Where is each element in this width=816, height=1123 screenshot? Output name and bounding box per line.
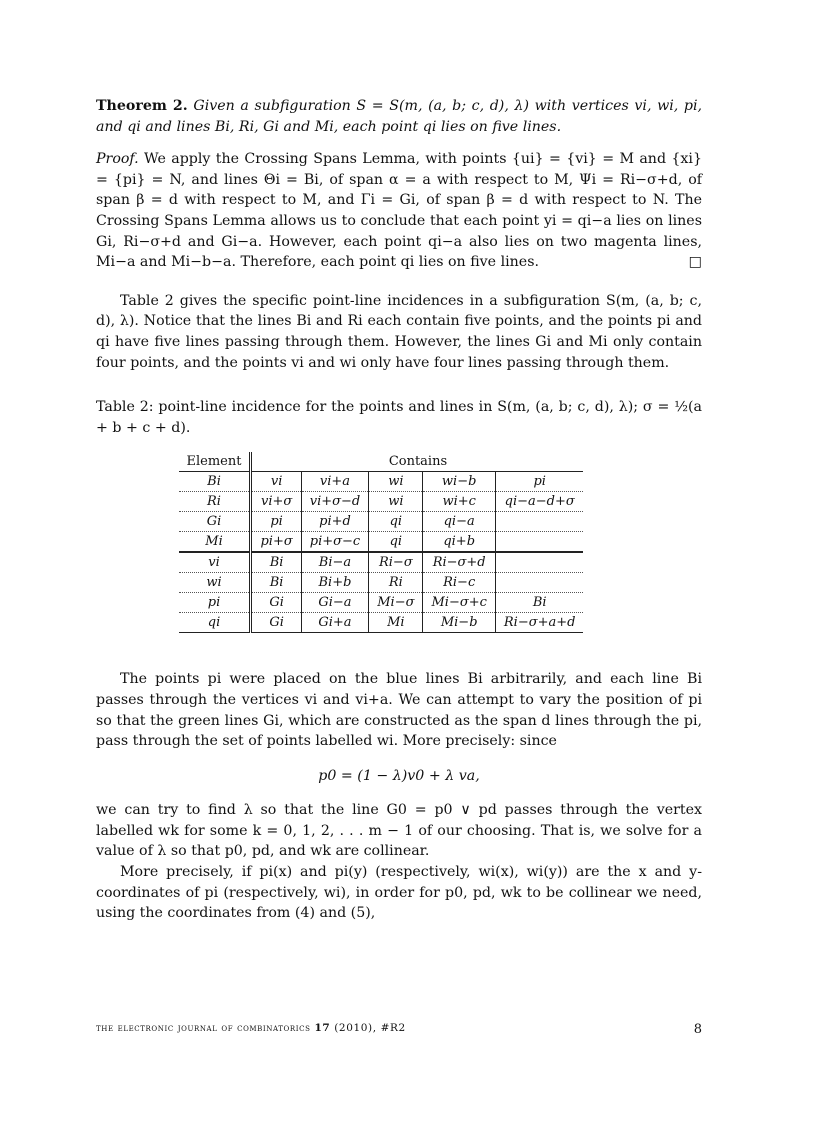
table-row: [179, 573, 584, 593]
page-footer: [96, 1022, 702, 1037]
table-row: [179, 492, 584, 512]
table-cell: vi+a: [301, 472, 368, 492]
equation-p0: p0 = (1 − λ)v0 + λ va,: [318, 767, 480, 784]
table-cell-element: Mi: [179, 532, 251, 553]
table-cell: wi−b: [423, 472, 495, 492]
table-cell: qi−a: [423, 512, 495, 532]
proof: [96, 149, 702, 273]
footer-year-issue: (2010), #R2: [334, 1022, 406, 1034]
table-cell: Ri: [369, 573, 423, 593]
table-cell: pi+σ: [251, 532, 301, 553]
table-row: [179, 512, 584, 532]
table-cell: Mi−σ: [369, 593, 423, 613]
table-cell-element: qi: [179, 613, 251, 633]
theorem: [96, 96, 702, 137]
table-cell: Mi−b: [423, 613, 495, 633]
theorem-label: Theorem 2.: [96, 98, 188, 114]
table-header-contains: Contains: [251, 452, 583, 472]
table-cell: Bi−a: [301, 552, 368, 573]
qed-symbol: □: [688, 254, 702, 271]
table-cell: pi+d: [301, 512, 368, 532]
table-cell: Ri−σ+a+d: [495, 613, 583, 633]
table-cell: pi+σ−c: [301, 532, 368, 553]
table-cell: Ri−σ: [369, 552, 423, 573]
table-cell: Gi+a: [301, 613, 368, 633]
paragraph-points-placement: The points pi were placed on the blue lines Bi arbitrarily, and each line Bi passes through the vertices vi and vi+a. We can attempt to vary the position of pi so that the green lines Gi, which are constructed as the span d lines through the pi, pass through the set of points labelled wi. More precisely: since: [96, 671, 702, 750]
footer-volume: 17: [314, 1022, 331, 1034]
page-number: 8: [693, 1022, 702, 1037]
table-cell: Bi+b: [301, 573, 368, 593]
table-row: [179, 532, 584, 553]
proof-label: Proof.: [96, 151, 139, 168]
table-cell-element: Ri: [179, 492, 251, 512]
table-cell: vi+σ: [251, 492, 301, 512]
table-header-element: Element: [179, 452, 251, 472]
table-cell: Gi−a: [301, 593, 368, 613]
table-cell: qi: [369, 532, 423, 553]
table-body: [179, 472, 584, 633]
page-content: [96, 96, 702, 924]
table-cell: wi+c: [423, 492, 495, 512]
paragraph-collinear: we can try to find λ so that the line G0 = p0 ∨ pd passes through the vertex labelled wk for some k = 0, 1, 2, . . . m − 1 of our choosing. That is, we solve for a value of λ so that p0, pd, and wk are collinear.: [96, 802, 702, 860]
table-cell: pi: [251, 512, 301, 532]
table-cell-element: pi: [179, 593, 251, 613]
theorem-statement: Given a subfiguration S = S(m, (a, b; c, d), λ) with vertices vi, wi, pi, and qi and lines Bi, Ri, Gi and Mi, each point qi lies on five lines.: [96, 98, 702, 135]
table-cell-element: wi: [179, 573, 251, 593]
table-cell: qi: [369, 512, 423, 532]
proof-text: We apply the Crossing Spans Lemma, with points {ui} = {vi} = M and {xi} = {pi} = N, and lines Θi = Bi, of span α = a with respect to M, Ψi = Ri−σ+d, of span β = d with respect to M, and Γi = Gi, of span β = d with respect to N. The Crossing Spans Lemma allows us to conclude that each point yi = qi−a lies on lines Gi, Ri−σ+d and Gi−a. However, each point qi−a also lies on two magenta lines, Mi−a and Mi−b−a. Therefore, each point qi lies on five lines.: [96, 151, 702, 271]
table-row: [179, 472, 584, 492]
table-cell: Mi−σ+c: [423, 593, 495, 613]
table-cell: Gi: [251, 613, 301, 633]
table-cell: [495, 552, 583, 573]
paragraph-table-intro: Table 2 gives the specific point-line incidences in a subfiguration S(m, (a, b; c, d), λ). Notice that the lines Bi and Ri each contain five points, and the points pi and qi have five lines passing through them. However, the lines Gi and Mi only contain four points, and the points vi and wi only have four lines passing through them.: [96, 292, 702, 371]
paragraph-coordinates: More precisely, if pi(x) and pi(y) (respectively, wi(x), wi(y)) are the x and y-coordinates of pi (respectively, wi), in order for p0, pd, wk to be collinear we need, using the coordinates from (4) and (5),: [96, 864, 702, 922]
table-cell-element: Bi: [179, 472, 251, 492]
table-cell: wi: [369, 492, 423, 512]
table-cell-element: vi: [179, 552, 251, 573]
table-cell: Mi: [369, 613, 423, 633]
table-row: [179, 613, 584, 633]
table-row: [179, 593, 584, 613]
table-cell: Bi: [495, 593, 583, 613]
table-cell: Bi: [251, 552, 301, 573]
table-cell: qi+b: [423, 532, 495, 553]
table-cell: qi−a−d+σ: [495, 492, 583, 512]
table-cell-element: Gi: [179, 512, 251, 532]
table-cell: [495, 573, 583, 593]
footer-journal: the electronic journal of combinatorics: [96, 1022, 311, 1034]
table-cell: Ri−σ+d: [423, 552, 495, 573]
table-cell: pi: [495, 472, 583, 492]
table-cell: [495, 532, 583, 553]
table-cell: Bi: [251, 573, 301, 593]
incidence-table: [179, 452, 584, 633]
table-row: [179, 552, 584, 573]
table-cell: wi: [369, 472, 423, 492]
table-caption: Table 2: point-line incidence for the points and lines in S(m, (a, b; c, d), λ); σ = ½(a + b + c + d).: [96, 399, 702, 436]
table-cell: vi+σ−d: [301, 492, 368, 512]
table-cell: Ri−c: [423, 573, 495, 593]
table-cell: Gi: [251, 593, 301, 613]
table-cell: vi: [251, 472, 301, 492]
table-cell: [495, 512, 583, 532]
